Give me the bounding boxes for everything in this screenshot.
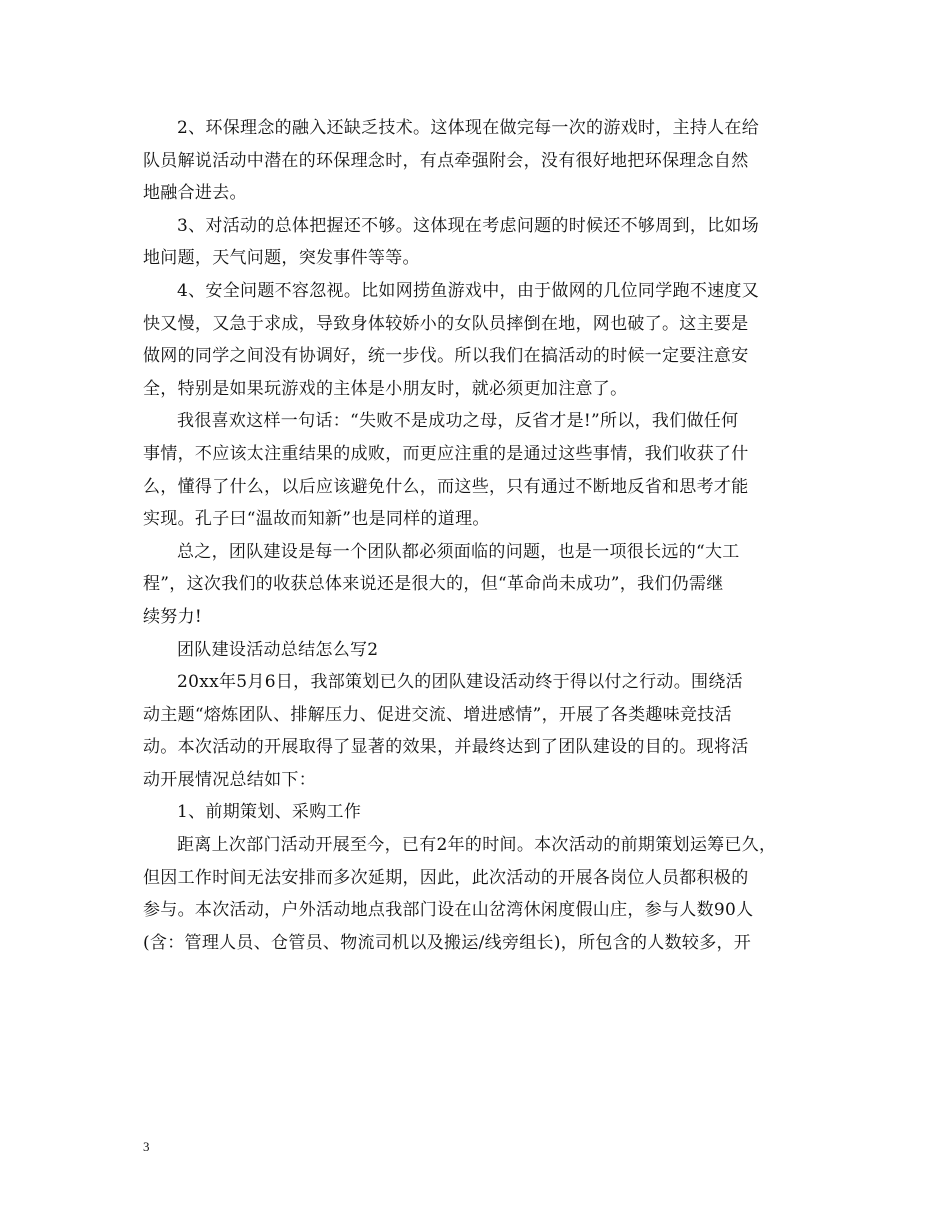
text-line: 么，懂得了什么，以后应该避免什么，而这些，只有通过不断地反省和思考才能 (143, 476, 749, 497)
text-line: 20xx年5月6日，我部策划已久的团队建设活动终于得以付之行动。围绕活 (177, 672, 743, 693)
text-line: 程”，这次我们的收获总体来说还是很大的，但“革命尚未成功”，我们仍需继 (143, 574, 724, 595)
text-line: 我很喜欢这样一句话：“失败不是成功之母，反省才是!”所以，我们做任何 (177, 411, 739, 432)
text-line: 事情，不应该太注重结果的成败，而更应注重的是通过这些事情，我们收获了什 (143, 443, 749, 464)
text-line: 地融合进去。 (143, 183, 247, 204)
text-line: 但因工作时间无法安排而多次延期，因此，此次活动的开展各岗位人员都积极的 (143, 867, 749, 888)
text-line: (含：管理人员、仓管员、物流司机以及搬运/线旁组长)，所包含的人数较多，开 (143, 932, 752, 953)
text-line: 4、安全问题不容忽视。比如网捞鱼游戏中，由于做网的几位同学跑不速度又 (177, 280, 760, 301)
text-line: 距离上次部门活动开展至今，已有2年的时间。本次活动的前期策划运筹已久， (177, 835, 777, 856)
text-line: 续努力! (143, 606, 203, 627)
text-line: 动开展情况总结如下： (143, 769, 316, 790)
text-line: 3、对活动的总体把握还不够。这体现在考虑问题的时候还不够周到，比如场 (177, 215, 760, 236)
text-line: 动主题“熔炼团队、排解压力、促进交流、增进感情”，开展了各类趣味竞技活 (143, 704, 732, 725)
text-line: 地问题，天气问题，突发事件等等。 (143, 248, 420, 269)
text-line: 动。本次活动的开展取得了显著的效果，并最终达到了团队建设的目的。现将活 (143, 737, 749, 758)
text-line: 做网的同学之间没有协调好，统一步伐。所以我们在搞活动的时候一定要注意安 (143, 346, 749, 367)
text-line: 快又慢，又急于求成，导致身体较娇小的女队员摔倒在地，网也破了。这主要是 (143, 313, 749, 334)
text-line: 全，特别是如果玩游戏的主体是小朋友时，就必须更加注意了。 (143, 378, 628, 399)
text-line: 参与。本次活动，户外活动地点我部门设在山岔湾休闲度假山庄，参与人数90人 (143, 900, 754, 921)
text-line: 1、前期策划、采购工作 (177, 802, 362, 823)
text-line: 队员解说活动中潜在的环保理念时，有点牵强附会，没有很好地把环保理念自然 (143, 150, 749, 171)
text-line: 2、环保理念的融入还缺乏技术。这体现在做完每一次的游戏时，主持人在给 (177, 118, 760, 138)
body-text (143, 112, 833, 959)
text-line: 总之，团队建设是每一个团队都必须面临的问题，也是一项很长远的“大工 (177, 541, 740, 562)
text-line: 实现。孔子曰“温故而知新”也是同样的道理。 (143, 509, 490, 530)
page-number: 3 (143, 1139, 150, 1154)
text-line: 团队建设活动总结怎么写2 (177, 639, 379, 660)
